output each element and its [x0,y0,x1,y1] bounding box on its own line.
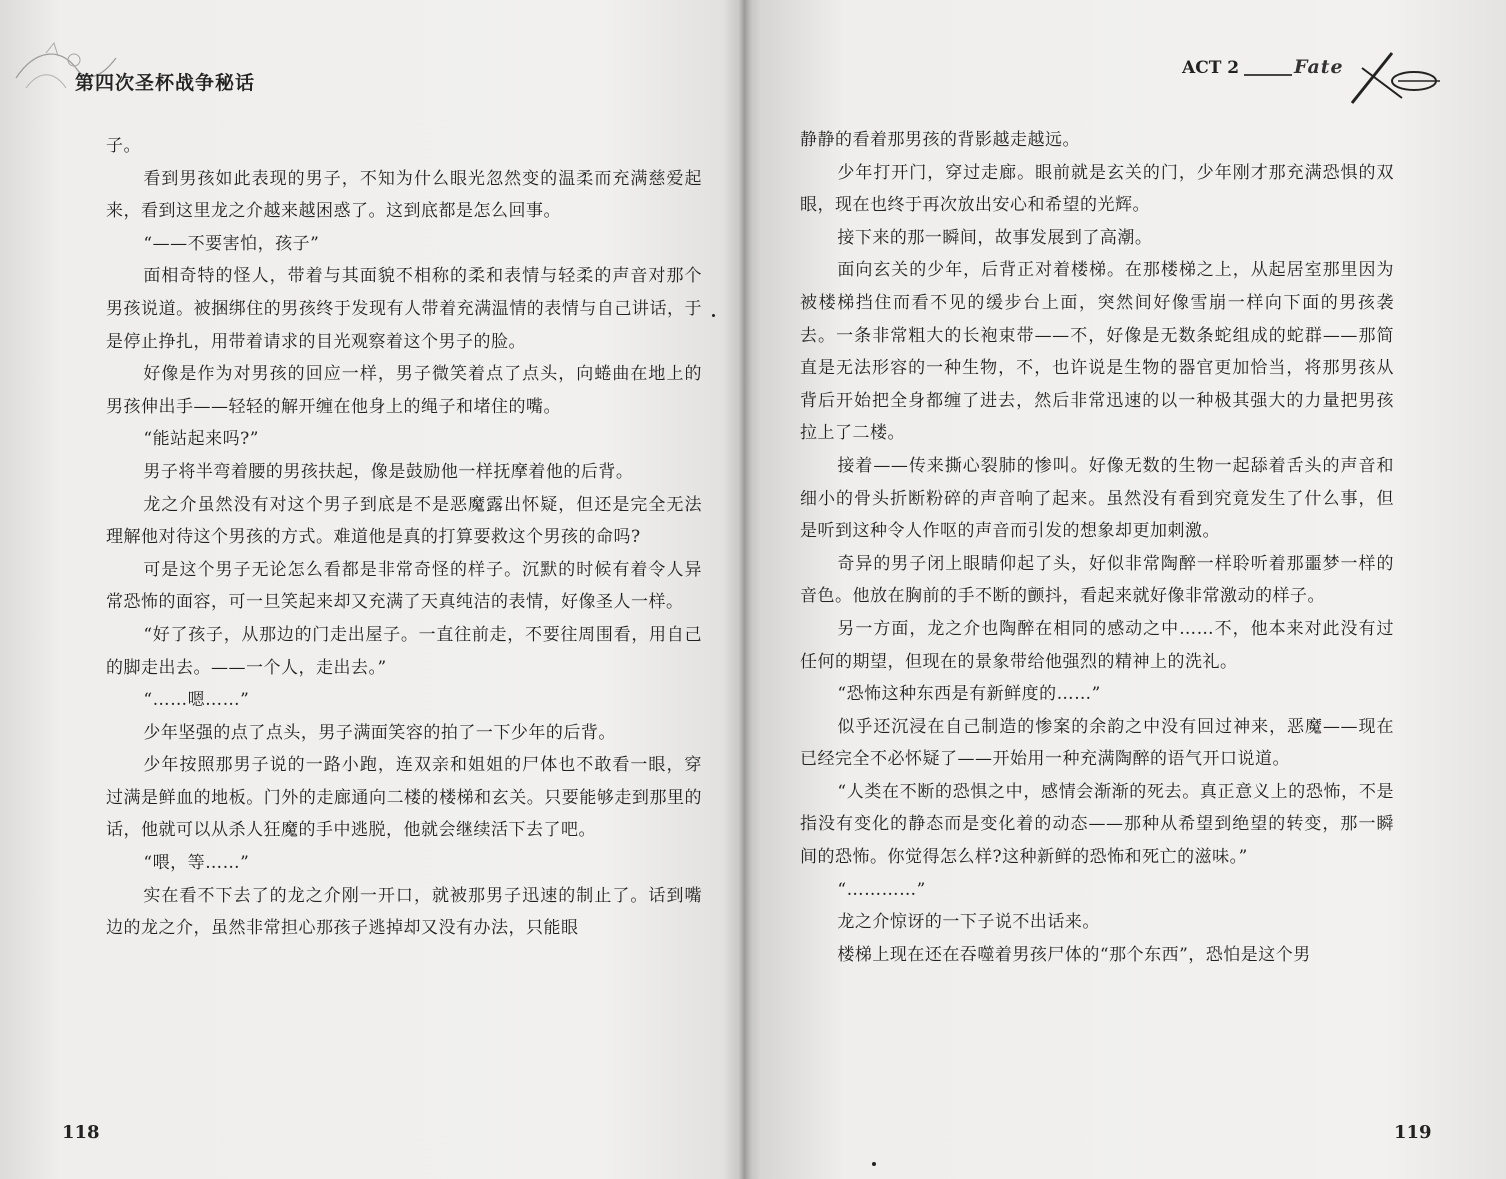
paragraph: 接下来的那一瞬间，故事发展到了高潮。 [837,227,1153,248]
left-page [0,0,740,1179]
fate-zero-logo-text: Fate [1294,56,1344,78]
paragraph: 接着——传来撕心裂肺的惨叫。好像无数的生物一起舔着舌头的声音和细小的骨头折断粉碎的声音响了起来。虽然没有看到究竟发生了什么事，但是听到这种令人作呕的声音而引发的想象却更加刺激。 [800,455,1394,542]
paragraph: 似乎还沉浸在自己制造的惨案的余韵之中没有回过神来，恶魔——现在已经完全不必怀疑了——开始用一种充满陶醉的语气开口说道。 [800,716,1394,770]
paragraph: 少年坚强的点了点头，男子满面笑容的拍了一下少年的后背。 [143,722,616,743]
paragraph: 少年按照那男子说的一路小跑，连双亲和姐姐的尸体也不敢看一眼，穿过满是鲜血的地板。门外的走廊通向二楼的楼梯和玄关。只要能够走到那里的话，他就可以从杀人狂魔的手中逃脱，他就会继续活下去了吧。 [106,755,702,841]
paragraph: “……嗯……” [143,690,250,711]
paragraph: 龙之介惊讶的一下子说不出话来。 [837,912,1100,933]
paragraph: 可是这个男子无论怎么看都是非常奇怪的样子。沉默的时候有着令人异常恐怖的面容，可一旦笑起来却又充满了天真纯洁的表情，好像圣人一样。 [106,559,702,613]
header-rule [1244,74,1292,76]
paragraph: “——不要害怕，孩子” [143,233,320,254]
paragraph: 楼梯上现在还在吞噬着男孩尸体的“那个东西”，恐怕是这个男 [837,944,1311,965]
page-number-left: 118 [62,1122,100,1143]
paragraph: 静静的看着那男孩的背影越走越远。 [800,130,1080,150]
paragraph: 看到男孩如此表现的男子，不知为什么眼光忽然变的温柔而充满慈爱起来，看到这里龙之介越来越困惑了。这到底都是怎么回事。 [106,168,702,222]
paragraph: “能站起来吗?” [143,429,259,450]
print-speck [872,1162,876,1166]
paragraph: 龙之介虽然没有对这个男子到底是不是恶魔露出怀疑，但还是完全无法理解他对待这个男孩的方式。难道他是真的打算要救这个男孩的命吗? [106,494,702,548]
book-gutter [738,0,752,1179]
left-page-body [106,130,702,945]
paragraph: “好了孩子，从那边的门走出屋子。一直往前走，不要往周围看，用自己的脚走出去。——一个人，走出去。” [106,624,702,678]
paragraph: 好像是作为对男孩的回应一样，男子微笑着点了点头，向蜷曲在地上的男孩伸出手——轻轻的解开缠在他身上的绳子和堵住的嘴。 [106,364,702,417]
paragraph: 子。 [106,136,141,156]
right-page [752,0,1506,1179]
paragraph: “恐怖这种东西是有新鲜度的……” [837,684,1101,705]
paragraph: 实在看不下去了的龙之介刚一开口，就被那男子迅速的制止了。话到嘴边的龙之介，虽然非常担心那孩子逃掉却又没有办法，只能眼 [106,885,702,939]
paragraph: “喂，等……” [143,853,250,874]
paragraph: 另一方面，龙之介也陶醉在相同的感动之中……不，他本来对此没有过任何的期望，但现在的景象带给他强烈的精神上的洗礼。 [800,618,1394,672]
paragraph: 男子将半弯着腰的男孩扶起，像是鼓励他一样抚摩着他的后背。 [143,461,634,482]
right-page-body [800,124,1394,971]
act-label: ACT 2 [1182,58,1240,78]
paragraph: 面向玄关的少年，后背正对着楼梯。在那楼梯之上，从起居室那里因为被楼梯挡住而看不见的缓步台上面，突然间好像雪崩一样向下面的男孩袭去。一条非常粗大的长袍束带——不，好像是无数条蛇组成的蛇群——那简直是无法形容的一种生物，不，也许说是生物的器官更加恰当，将那男孩从背后开始把全身都缠了进去，然后非常迅速的以一种极其强大的力量把男孩拉上了二楼。 [800,260,1394,444]
fate-zero-logo-icon [1332,48,1442,108]
paragraph: “人类在不断的恐惧之中，感情会渐渐的死去。真正意义上的恐怖，不是指没有变化的静态而是变化着的动态——那种从希望到绝望的转变，那一瞬间的恐怖。你觉得怎么样?这种新鲜的恐怖和死亡的滋味。” [800,781,1394,868]
print-speck [712,314,715,317]
chapter-header [1182,48,1442,108]
paragraph: “…………” [837,879,926,900]
running-header: 第四次圣杯战争秘话 [75,72,256,94]
paragraph: 奇异的男子闭上眼睛仰起了头，好似非常陶醉一样聆听着那噩梦一样的音色。他放在胸前的手不断的颤抖，看起来就好像非常激动的样子。 [800,553,1394,607]
paragraph: 面相奇特的怪人，带着与其面貌不相称的柔和表情与轻柔的声音对那个男孩说道。被捆绑住的男孩终于发现有人带着充满温情的表情与自己讲话，于是停止挣扎，用带着请求的目光观察着这个男子的脸。 [106,266,702,352]
paragraph: 少年打开门，穿过走廊。眼前就是玄关的门，少年刚才那充满恐惧的双眼，现在也终于再次放出安心和希望的光辉。 [800,162,1394,216]
page-number-right: 119 [1394,1122,1432,1143]
